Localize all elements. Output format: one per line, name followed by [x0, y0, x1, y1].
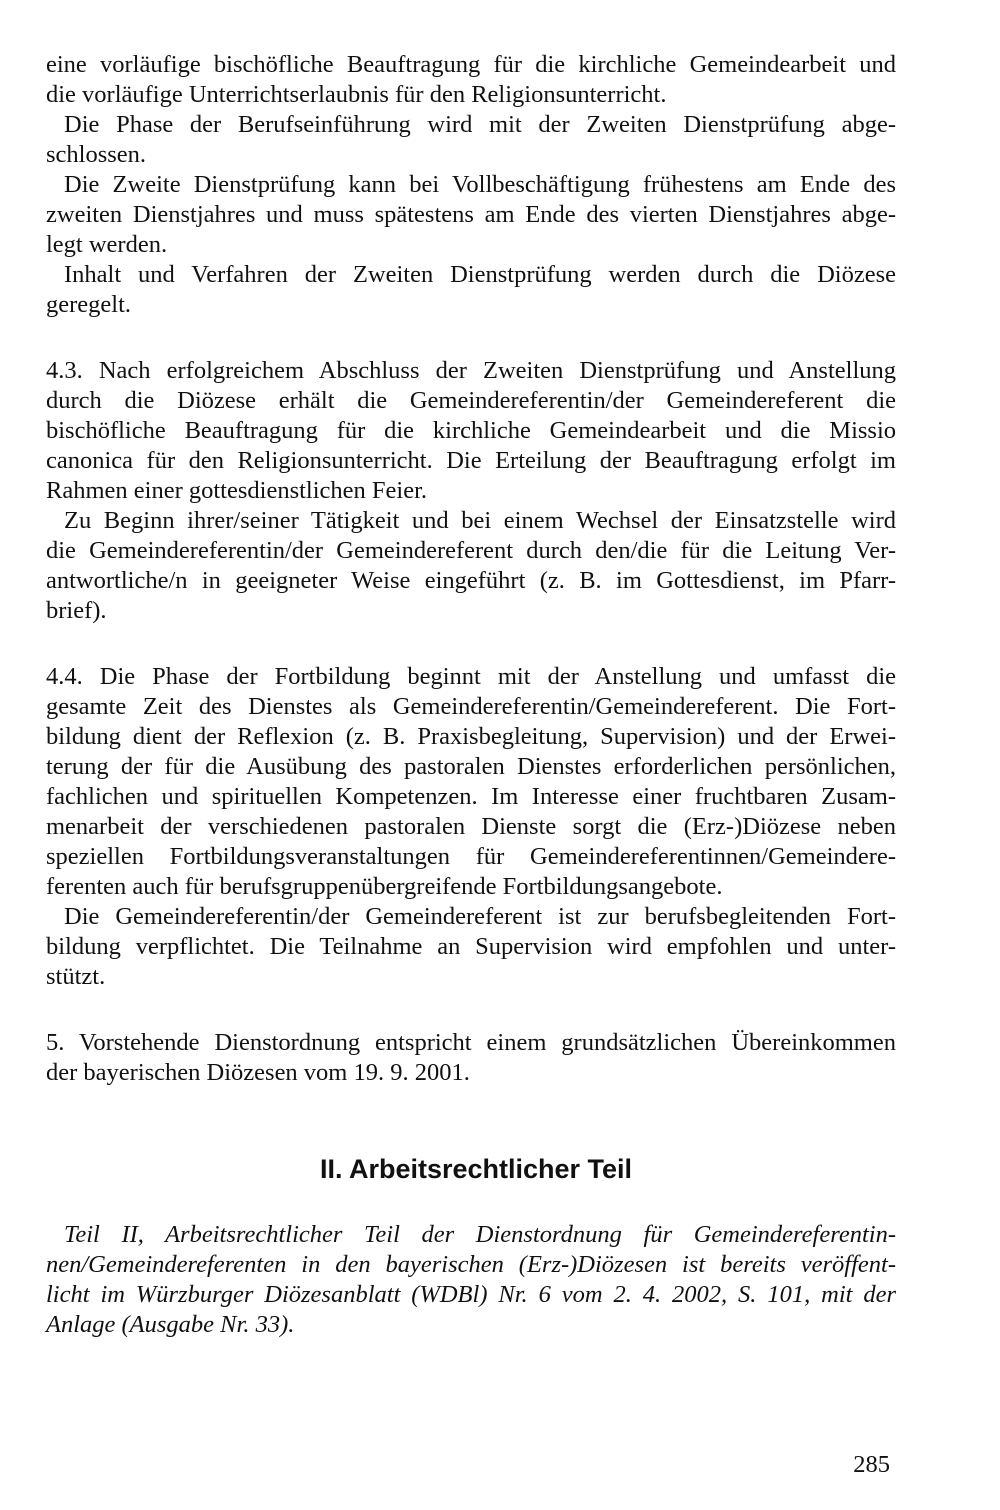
text-line: schlossen. [46, 141, 147, 168]
text-line: ferenten auch für berufsgruppenübergreifende Fortbildungsangebote. [46, 873, 723, 900]
text-line: 4.3. Nach erfolgreichem Abschluss der Zweiten Dienstprüfung und Anstellung [46, 357, 896, 384]
text-line: gesamte Zeit des Dienstes als Gemeindereferentin/Gemeindereferent. Die Fort- [46, 693, 896, 720]
text-line: brief). [46, 597, 107, 624]
text-line: Inhalt und Verfahren der Zweiten Dienstprüfung werden durch die Diözese [64, 261, 896, 288]
text-line: Anlage (Ausgabe Nr. 33). [46, 1311, 295, 1338]
text-line: geregelt. [46, 291, 132, 318]
text-line: licht im Würzburger Diözesanblatt (WDBl) Nr. 6 vom 2. 4. 2002, S. 101, mit der [46, 1281, 896, 1308]
text-line: zweiten Dienstjahres und muss spätestens am Ende des vierten Dienstjahres abge- [46, 201, 896, 228]
text-line: Rahmen einer gottesdienstlichen Feier. [46, 477, 428, 504]
text-line: bildung dient der Reflexion (z. B. Praxisbegleitung, Supervision) und der Erwei- [46, 723, 896, 750]
text-line: der bayerischen Diözesen vom 19. 9. 2001. [46, 1059, 470, 1086]
section-note [46, 1220, 896, 1340]
text-line: menarbeit der verschiedenen pastoralen Dienste sorgt die (Erz-)Diözese neben [46, 813, 896, 840]
text-line: bischöfliche Beauftragung für die kirchliche Gemeindearbeit und die Missio [46, 417, 896, 444]
text-line: 4.4. Die Phase der Fortbildung beginnt mit der Anstellung und umfasst die [46, 663, 896, 690]
text-line: legt werden. [46, 231, 168, 258]
paragraph-4-3 [46, 356, 896, 626]
text-line: antwortliche/n in geeigneter Weise eingeführt (z. B. im Gottesdienst, im Pfarr- [46, 567, 896, 594]
text-line: eine vorläufige bischöfliche Beauftragung für die kirchliche Gemeindearbeit und [46, 51, 896, 78]
text-line: Die Phase der Berufseinführung wird mit der Zweiten Dienstprüfung abge- [64, 111, 896, 138]
document-page [46, 50, 896, 1340]
text-line: bildung verpflichtet. Die Teilnahme an Supervision wird empfohlen und unter- [46, 933, 896, 960]
text-line: fachlichen und spirituellen Kompetenzen. Im Interesse einer fruchtbaren Zusam- [46, 783, 896, 810]
text-line: canonica für den Religionsunterricht. Die Erteilung der Beauftragung erfolgt im [46, 447, 896, 474]
text-line: speziellen Fortbildungsveranstaltungen für Gemeindereferentinnen/Gemeindere- [46, 843, 896, 870]
text-line: Die Gemeindereferentin/der Gemeindereferent ist zur berufsbegleitenden Fort- [64, 903, 896, 930]
page-number: 285 [853, 1451, 890, 1478]
text-line: terung der für die Ausübung des pastoralen Dienstes erforderlichen persönlichen, [46, 753, 896, 780]
paragraph-4-2-continued [46, 50, 896, 320]
text-line: die vorläufige Unterrichtserlaubnis für den Religionsunterricht. [46, 81, 667, 108]
text-line: nen/Gemeindereferenten in den bayerischen (Erz-)Diözesen ist bereits veröffent- [46, 1251, 896, 1278]
text-line: die Gemeindereferentin/der Gemeindereferent durch den/die für die Leitung Ver- [46, 537, 896, 564]
text-line: durch die Diözese erhält die Gemeindereferentin/der Gemeindereferent die [46, 387, 896, 414]
text-line: Die Zweite Dienstprüfung kann bei Vollbeschäftigung frühestens am Ende des [64, 171, 896, 198]
paragraph-4-4 [46, 662, 896, 992]
paragraph-5 [46, 1028, 896, 1088]
text-line: Zu Beginn ihrer/seiner Tätigkeit und bei einem Wechsel der Einsatzstelle wird [64, 507, 896, 534]
section-heading: II. Arbeitsrechtlicher Teil [319, 1154, 633, 1184]
text-line: stützt. [46, 963, 106, 990]
text-line: 5. Vorstehende Dienstordnung entspricht einem grundsätzlichen Übereinkommen [46, 1029, 896, 1056]
text-line: Teil II, Arbeitsrechtlicher Teil der Dienstordnung für Gemeindereferentin- [64, 1221, 896, 1248]
